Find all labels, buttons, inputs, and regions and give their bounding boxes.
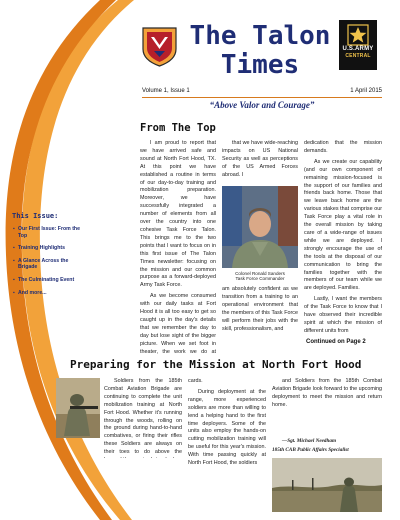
sidebar-item-first-issue[interactable]: ▪ Our First Issue: From the Top bbox=[13, 226, 83, 239]
sidebar-item-more[interactable]: ▪ And more... bbox=[13, 290, 83, 297]
article2-col3-text: and Soldiers from the 185th Combat Aviation Brigade look forward to the upcoming deployment to meet the mission and return home. bbox=[272, 378, 382, 408]
colonel-photo-caption bbox=[222, 271, 298, 282]
article2-column-2 bbox=[188, 378, 266, 498]
field-soldiers-photo bbox=[272, 458, 382, 512]
sidebar-item-glance[interactable]: ▪ A Glance Across the Brigade bbox=[13, 258, 83, 271]
this-issue-list bbox=[13, 226, 83, 302]
article2-col2-para-2: During deployment at the range, more experienced soldiers are more than willing to lend a helping hand to the first time deployers. Some of the units also employ the hands-on cutting mobilization training will be useful for this year's mission. With time passing quickly at North Fort Hood, the soldiers bbox=[188, 388, 266, 467]
colonel-photo bbox=[222, 186, 298, 268]
article2-column-1 bbox=[104, 378, 182, 458]
article1-heading: From The Top bbox=[140, 122, 216, 134]
article1-column-2-top bbox=[222, 140, 298, 182]
title-line-2: Times bbox=[220, 50, 300, 80]
title-line-1: The Talon bbox=[189, 21, 331, 51]
newsletter-title bbox=[185, 22, 335, 80]
article2-col2-para-1: cards. bbox=[188, 378, 203, 384]
issue-date: 1 April 2015 bbox=[350, 88, 382, 94]
sidebar-item-culminating[interactable]: ▪ The Culminating Event bbox=[13, 277, 83, 284]
soldier-rifle-photo bbox=[56, 378, 100, 438]
army-logo-text: U.S.ARMY bbox=[342, 46, 374, 52]
article1-col2b-text: am absolutely confident as we transition from a training to an operational environment that the members of this Task Force will perform their jobs with the skill, professionalism, and bbox=[222, 286, 298, 332]
motto: “Above Valor and Courage” bbox=[209, 100, 315, 110]
caption-title: Task Force Commander bbox=[235, 276, 285, 282]
article1-col3-para-1: dedication that the mission demands. bbox=[304, 140, 382, 154]
army-star-icon bbox=[347, 24, 369, 46]
brigade-shield-icon bbox=[141, 25, 178, 67]
article1-column-1 bbox=[140, 140, 216, 355]
volume-label: Volume 1, Issue 1 bbox=[142, 88, 190, 94]
issue-info bbox=[142, 88, 382, 94]
article1-col1-para-2: As we become consumed with our daily tasks at Fort Hood it is all too easy to get so caught up in the day's details that we remember the day to day but lose sight of the bigger picture. When we set foot in theater, the work we do at bbox=[140, 293, 216, 355]
article2-col1-text: Soldiers from the 185th Combat Aviation Brigade are continuing to complete the unit mobilization training at North Fort Hood. Whether it's running through the woods, rolling on the ground during hand-to-hand combatives, or firing their rifles these Soldiers are always on their toes to do above the bbox=[104, 378, 182, 456]
article1-col1-para-1: I am proud to report that we have arrived safe and sound at North Fort Hood, TX. At this point we have established a routine in terms of our day-to-day training and mobilization preparation. Moreover, we have successfully integrated a number of elements from all over the country into one cohesive Task Force Talon. This brings me to the two points that I want to focus on in this first issue of The Talon Times newsletter: focusing on the mission and our common purpose as a forward-deployed Army Task Force. bbox=[140, 140, 216, 289]
army-logo-subtext: CENTRAL bbox=[345, 53, 371, 59]
masthead-divider bbox=[142, 97, 382, 98]
article2-column-3 bbox=[272, 378, 382, 433]
article1-column-2-bottom bbox=[222, 286, 298, 352]
army-logo bbox=[339, 20, 377, 70]
continued-on-page-2[interactable]: Continued on Page 2 bbox=[306, 339, 366, 345]
author-signature: —Sgt. Michael Needham bbox=[282, 438, 337, 444]
caption-name: Colonel Ronald Sanders bbox=[235, 271, 285, 276]
article1-col2-text: that we have wide-reaching impacts on US National Security as well as perceptions of the US Armed Forces abroad. I bbox=[222, 140, 298, 178]
article2-heading: Preparing for the Mission at North Fort Hood bbox=[70, 358, 362, 371]
article1-col3-para-2: As we create our capability (and our own component of remaining mission-focused is the support of our families and friends back home. Those that we leave back home are the various stakes that comprise our Task Force play a vital role in the overall mission by taking care of a wide-range of issues while we are deployed. I strongly encourage the use of the tools at the disposal of our communication to bring the families together with the members of our team while we are deployed. Families. bbox=[304, 158, 382, 292]
this-issue-title: This Issue: bbox=[12, 212, 59, 220]
article1-column-3 bbox=[304, 140, 382, 335]
sidebar-item-training[interactable]: ▪ Training Highlights bbox=[13, 245, 83, 252]
author-title: 185th CAB Public Affairs Specialist bbox=[272, 447, 349, 453]
article1-col3-para-3: Lastly, I want the members of the Task Force to know that I have observed their incredible spirit at which the mission of different units from bbox=[304, 296, 382, 334]
